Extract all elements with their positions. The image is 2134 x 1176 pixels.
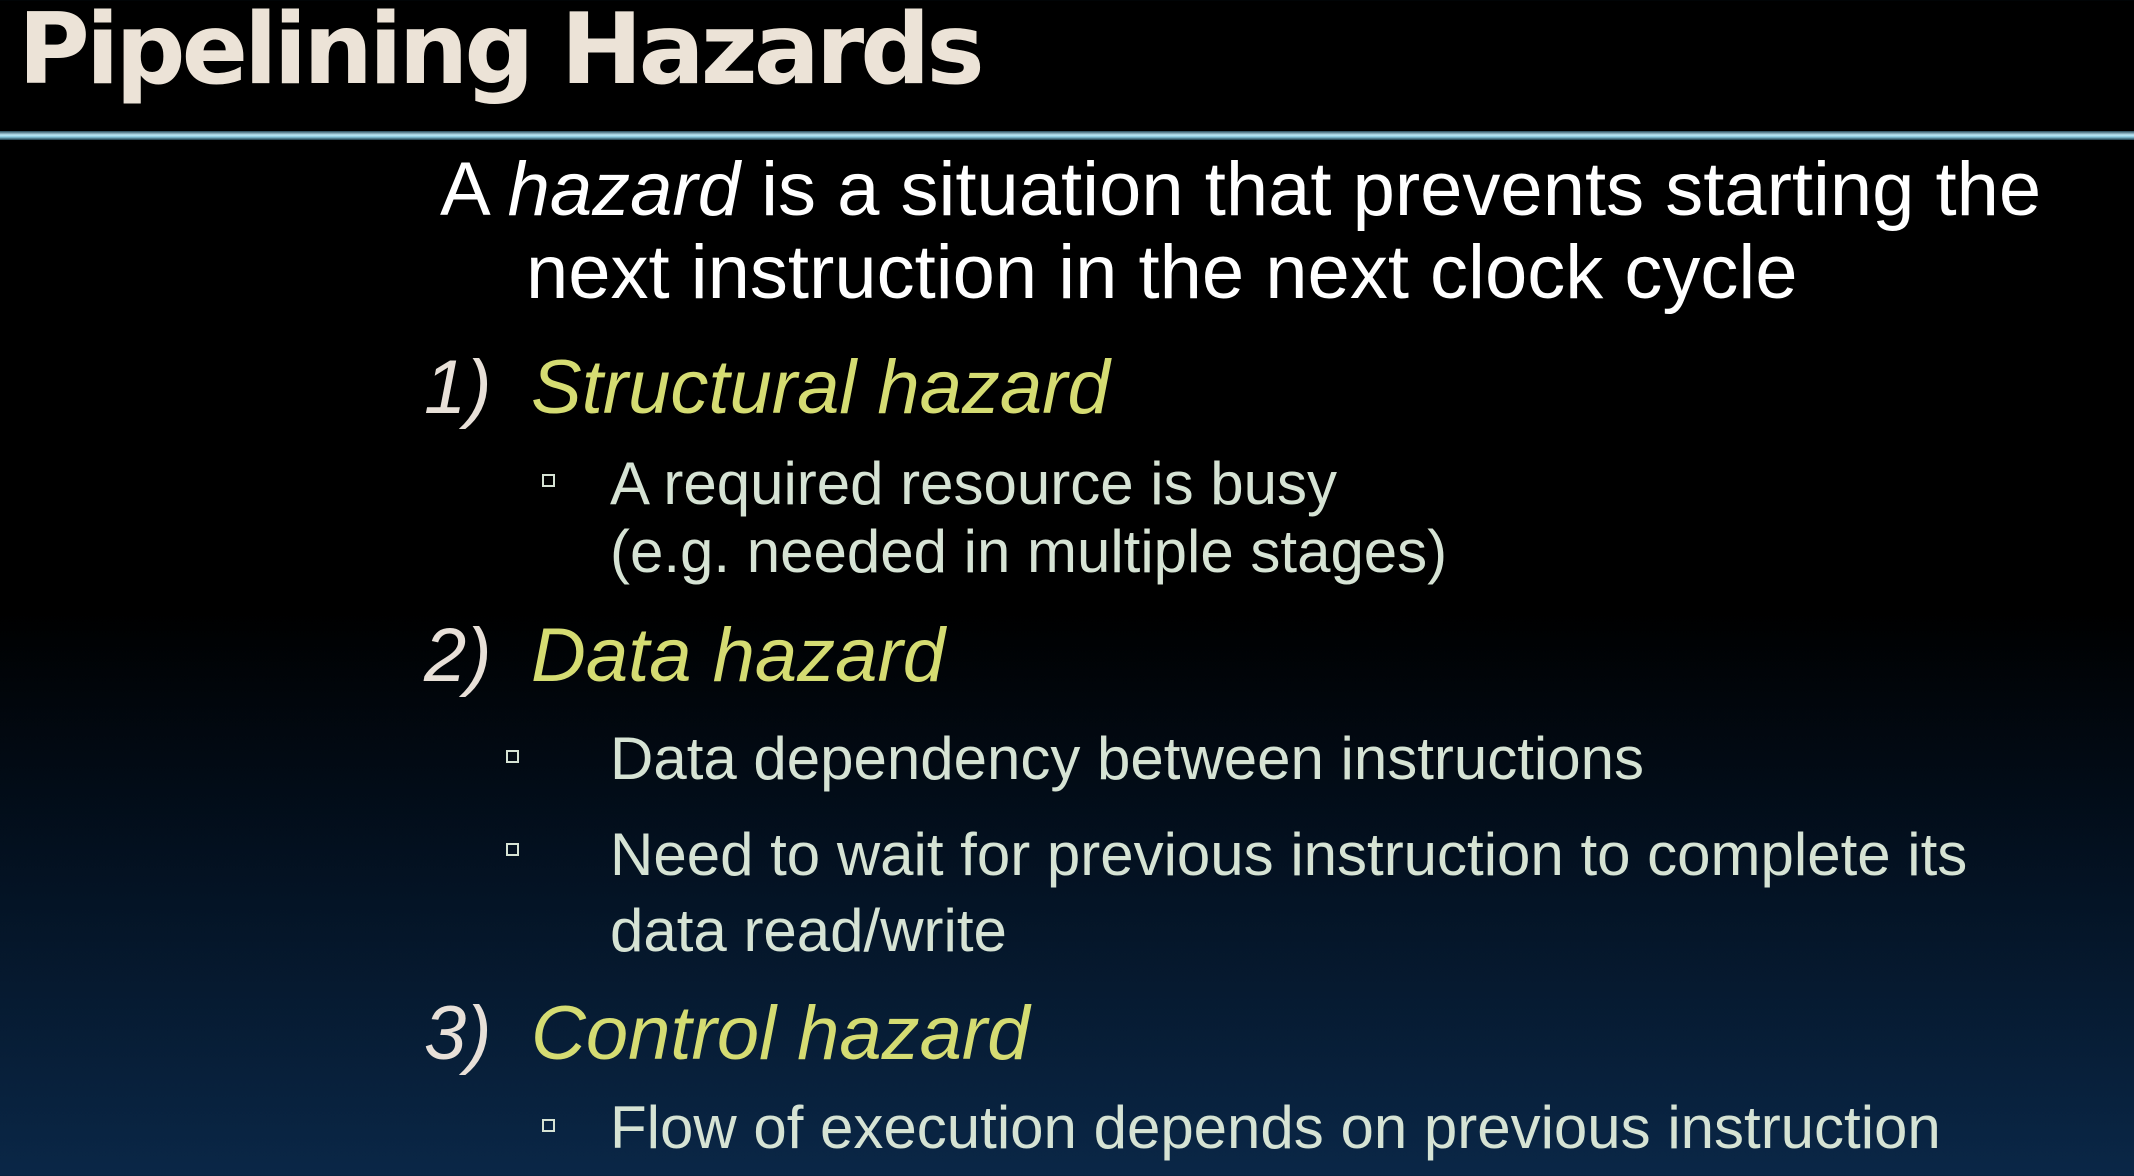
definition-emphasis: hazard [507,147,741,232]
square-bullet-icon [542,474,555,487]
hazard-number: 2) [424,613,492,698]
definition-text-end: is a situation that prevents starting the [740,147,2042,232]
square-bullet-icon [542,1119,555,1132]
hazard-name: Control hazard [531,991,1030,1076]
definition-text-start: A [440,147,508,232]
data-hazard-point: Data dependency between instructions [610,725,1645,792]
point-line: A required resource is busy [610,450,1338,517]
point-line: (e.g. needed in multiple stages) [610,518,1448,585]
definition-text-line2: next instruction in the next clock cycle [526,230,1798,315]
slide-title: Pipelining Hazards [18,0,981,107]
title-divider [0,131,2134,140]
hazard-number: 1) [424,345,492,430]
point-line: Need to wait for previous instruction to complete its [610,821,1968,888]
hazard-name: Data hazard [531,613,946,698]
square-bullet-icon [506,750,519,763]
structural-hazard-point [610,450,1447,586]
point-line: data read/write [610,897,1007,964]
hazard-number: 3) [424,991,492,1076]
hazard-definition [440,148,2134,314]
structural-hazard-heading [424,345,1110,431]
square-bullet-icon [506,843,519,856]
control-hazard-heading [424,991,1030,1077]
control-hazard-point: Flow of execution depends on previous instruction [610,1094,1941,1161]
data-hazard-point [610,817,1967,969]
hazard-name: Structural hazard [531,345,1110,430]
data-hazard-heading [424,613,945,699]
